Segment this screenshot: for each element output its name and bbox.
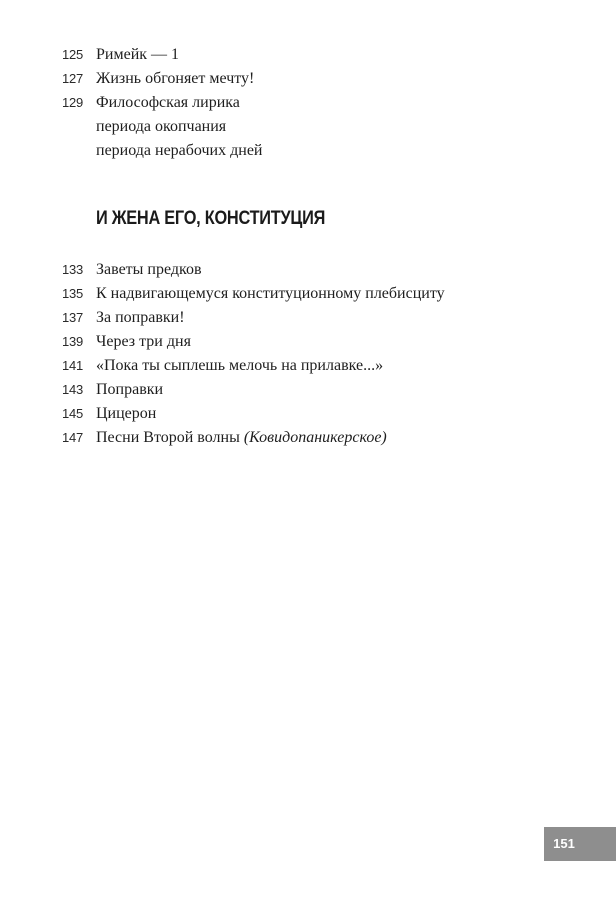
toc-entry <box>62 70 562 94</box>
toc-entry <box>62 381 562 405</box>
toc-title: Поправки <box>96 381 164 398</box>
toc-title: Заветы предков <box>96 261 202 278</box>
toc-entry <box>62 94 562 118</box>
toc-entry <box>62 429 562 453</box>
toc-page-number: 147 <box>62 430 84 445</box>
toc-title: Через три дня <box>96 333 191 350</box>
toc-title <box>96 429 387 447</box>
toc-page-number: 135 <box>62 286 84 301</box>
toc-entry <box>62 261 562 285</box>
toc-title: За поправки! <box>96 309 185 326</box>
toc-title-italic: (Ковидопаникерское) <box>243 429 387 446</box>
toc-entry <box>62 405 562 429</box>
toc-title: Философская лирика <box>96 94 240 111</box>
toc-title: Римейк — 1 <box>96 46 180 63</box>
toc-page-number: 127 <box>62 71 84 86</box>
toc-page-number: 125 <box>62 47 84 62</box>
toc-entry <box>62 309 562 333</box>
toc-entry <box>62 333 562 357</box>
toc-title: Цицерон <box>96 405 157 422</box>
toc-list-part-2 <box>62 261 562 453</box>
toc-title-continuation: периода нерабочих дней <box>96 142 263 159</box>
toc-entry <box>62 285 562 309</box>
toc-page-number: 143 <box>62 382 84 397</box>
toc-title-continuation: периода окопчания <box>96 118 227 135</box>
toc-entry <box>62 46 562 70</box>
page-number: 151 <box>553 836 575 851</box>
toc-page-number: 129 <box>62 95 84 110</box>
toc-page-number: 139 <box>62 334 84 349</box>
toc-list-part-1 <box>62 46 562 166</box>
toc-page-number: 137 <box>62 310 84 325</box>
page-number-tab <box>544 827 616 861</box>
toc-page-number: 141 <box>62 358 84 373</box>
section-heading: И ЖЕНА ЕГО, КОНСТИТУЦИЯ <box>96 208 326 229</box>
toc-title: Жизнь обгоняет мечту! <box>96 70 255 87</box>
toc-entry <box>62 357 562 381</box>
toc-title: К надвигающемуся конституционному плебисциту <box>96 285 445 302</box>
toc-title: «Пока ты сыплешь мелочь на прилавке...» <box>96 357 384 374</box>
toc-title-main: Песни Второй волны <box>96 429 240 446</box>
toc-page-number: 145 <box>62 406 84 421</box>
toc-page-number: 133 <box>62 262 84 277</box>
